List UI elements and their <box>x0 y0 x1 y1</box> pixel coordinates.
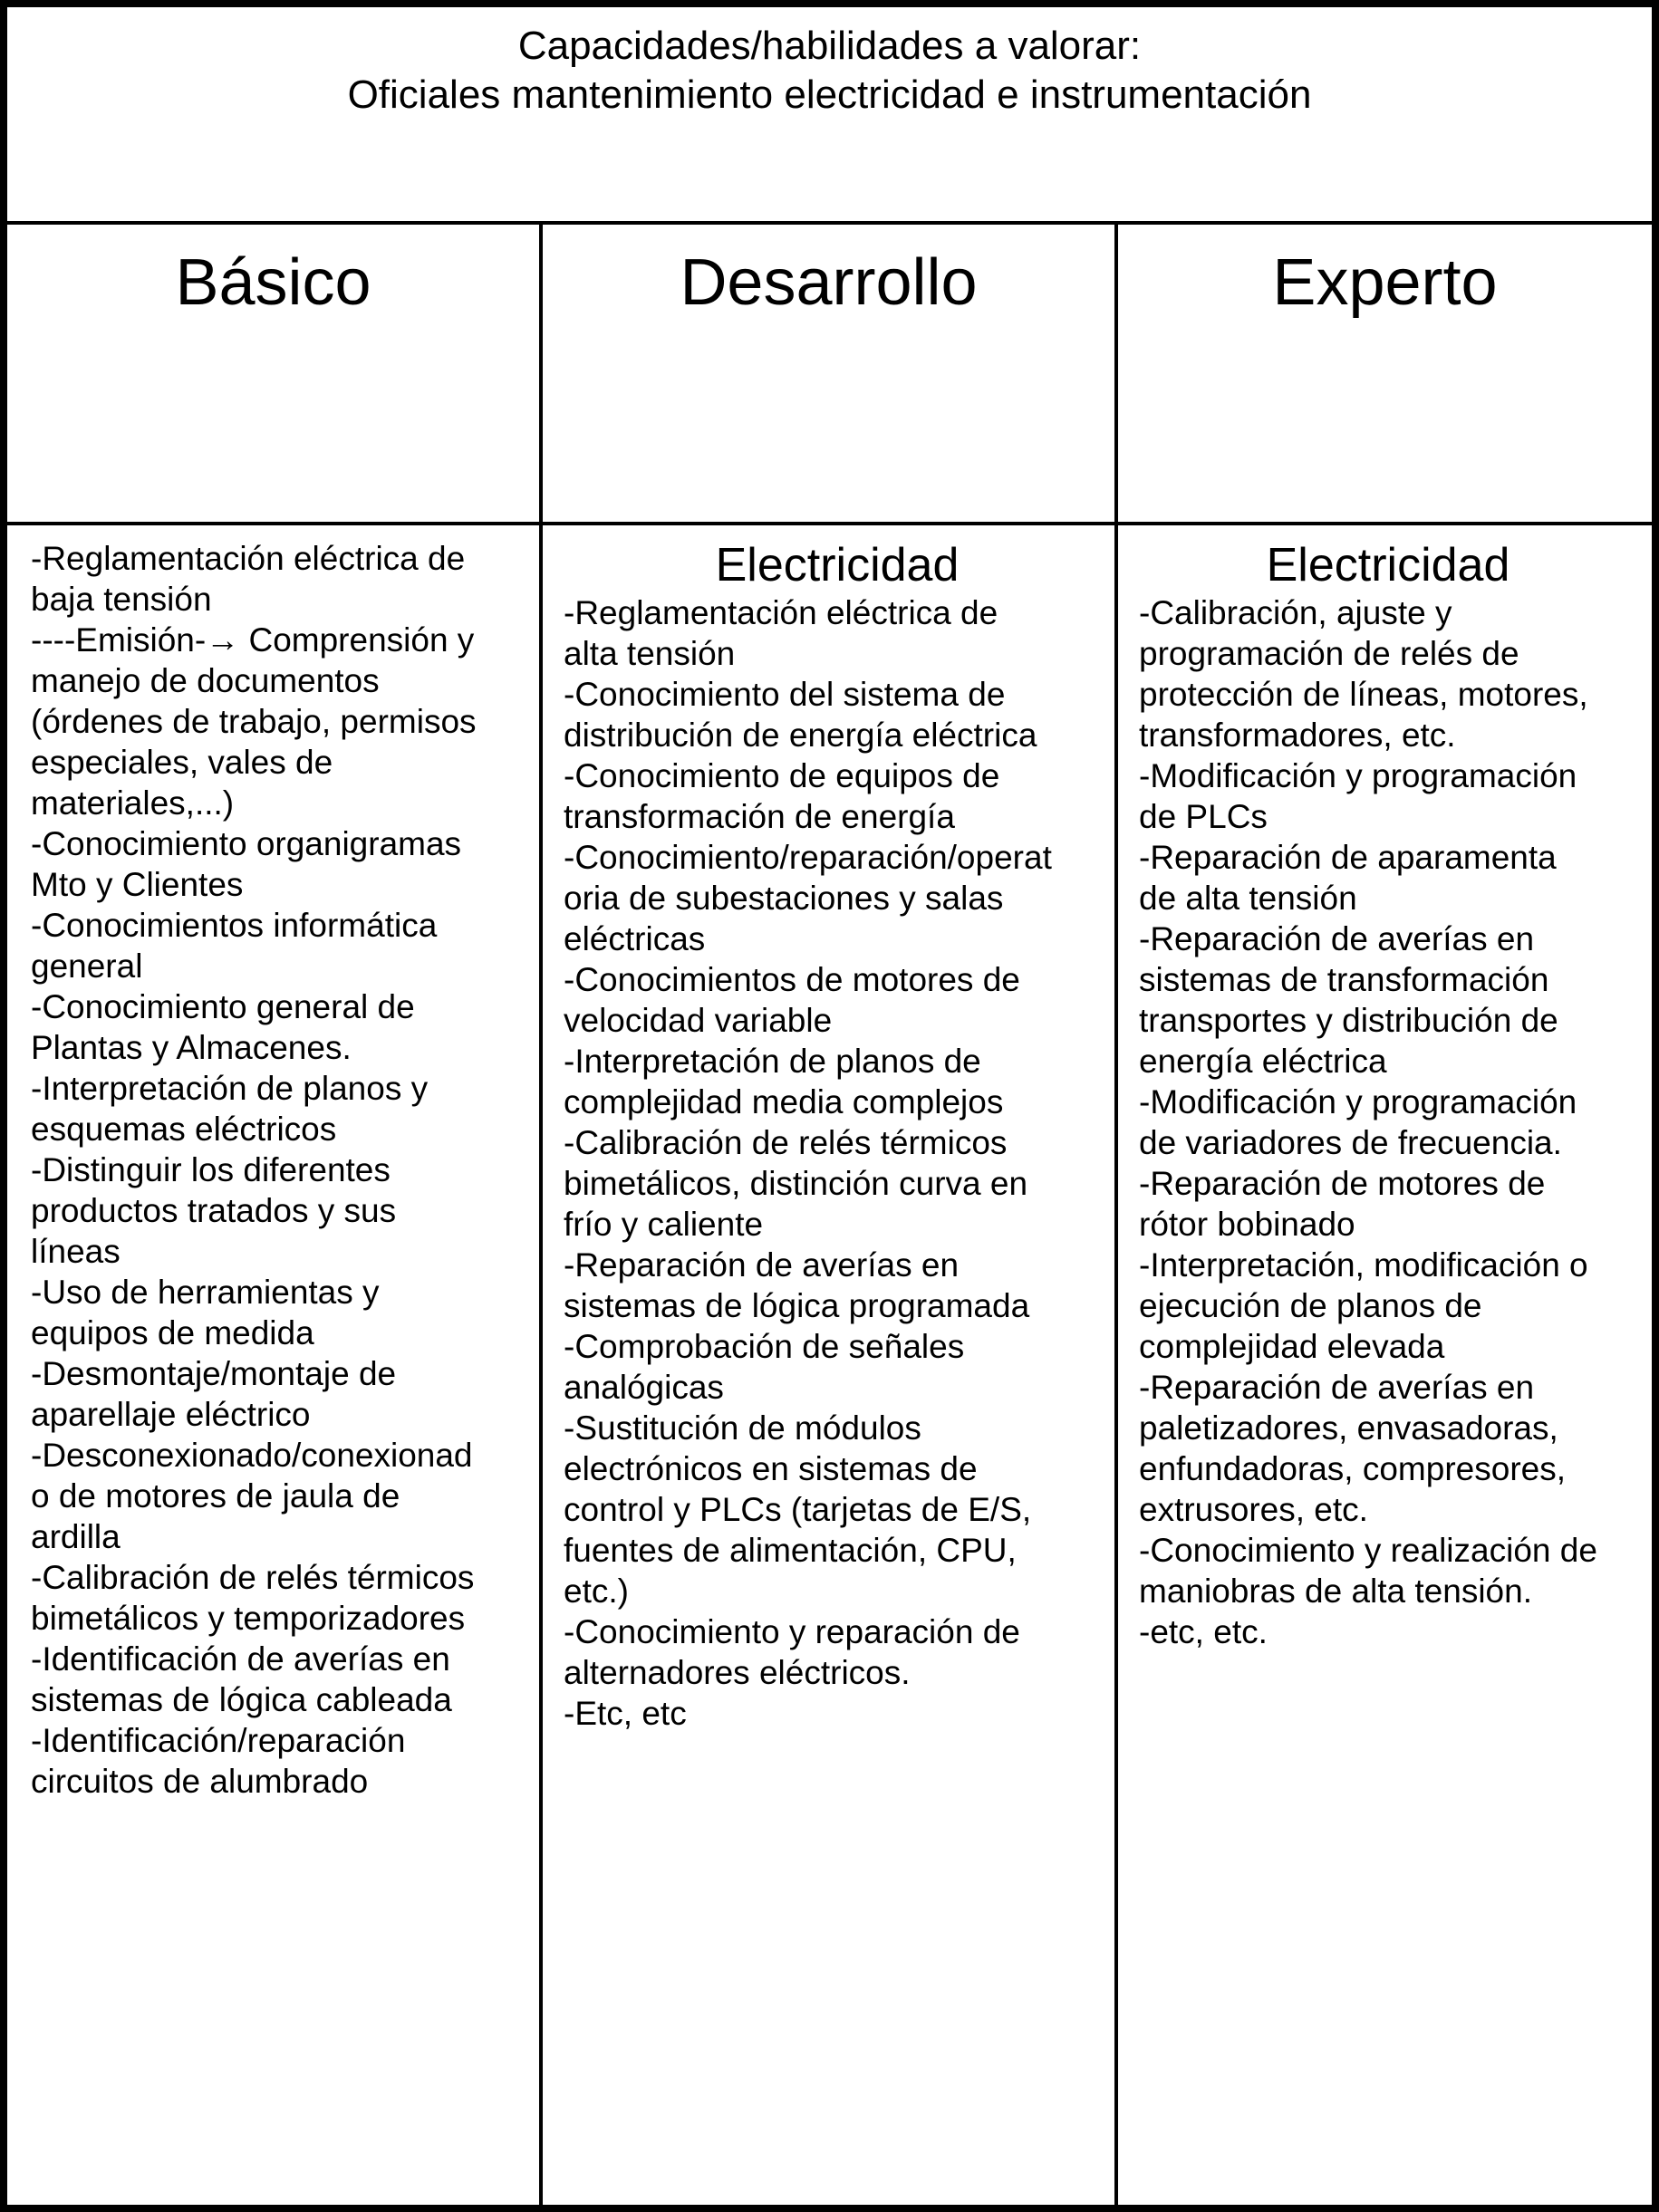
list-item: complejidad elevada <box>1139 1328 1445 1365</box>
list-item: ejecución de planos de <box>1139 1287 1482 1324</box>
list-item: -Desconexionado/conexionad <box>31 1437 473 1474</box>
list-item: alternadores eléctricos. <box>564 1654 911 1691</box>
level-heading-experto: Experto <box>1272 246 1498 319</box>
column-desarrollo <box>564 538 1111 1734</box>
list-item: distribución de energía eléctrica <box>564 716 1037 754</box>
list-item: (órdenes de trabajo, permisos <box>31 703 477 740</box>
list-item: oria de subestaciones y salas <box>564 880 1004 917</box>
list-item: -Calibración de relés térmicos <box>564 1124 1008 1161</box>
column-desarrollo-list <box>564 592 1111 1734</box>
list-item: enfundadoras, compresores, <box>1139 1450 1566 1487</box>
list-item: -Interpretación de planos de <box>564 1043 981 1080</box>
list-item: transformación de energía <box>564 798 955 835</box>
list-item: -Distinguir los diferentes <box>31 1151 391 1188</box>
list-item: aparellaje eléctrico <box>31 1396 311 1433</box>
list-item: -Conocimiento general de <box>31 988 415 1025</box>
list-item: control y PLCs (tarjetas de E/S, <box>564 1491 1032 1528</box>
list-item: de variadores de frecuencia. <box>1139 1124 1562 1161</box>
list-item: -Conocimientos informática <box>31 907 438 944</box>
list-item: -Reparación de aparamenta <box>1139 839 1557 876</box>
list-item: general <box>31 947 143 985</box>
list-item: equipos de medida <box>31 1314 314 1351</box>
list-item: materiales,...) <box>31 784 235 822</box>
list-item: de alta tensión <box>1139 880 1357 917</box>
list-item: manejo de documentos <box>31 662 380 699</box>
list-item: -Reparación de averías en <box>564 1246 960 1284</box>
list-item: Plantas y Almacenes. <box>31 1029 352 1066</box>
list-item: -Modificación y programación <box>1139 1083 1577 1120</box>
column-basico-list <box>31 538 534 1802</box>
list-item: -Identificación/reparación <box>31 1722 406 1759</box>
list-item: -Uso de herramientas y <box>31 1274 380 1311</box>
list-item: -Conocimiento y reparación de <box>564 1613 1020 1650</box>
list-item: o de motores de jaula de <box>31 1477 400 1515</box>
list-item: -Reparación de averías en <box>1139 920 1535 957</box>
list-item: -etc, etc. <box>1139 1613 1268 1650</box>
list-item: etc.) <box>564 1572 629 1610</box>
list-item: transformadores, etc. <box>1139 716 1456 754</box>
level-heading-desarrollo: Desarrollo <box>680 246 978 319</box>
list-item: Mto y Clientes <box>31 866 244 903</box>
column-experto-list <box>1139 592 1648 1652</box>
column-basico <box>31 538 534 1802</box>
list-item: complejidad media complejos <box>564 1083 1004 1120</box>
list-item: -Comprobación de señales <box>564 1328 965 1365</box>
list-item: -Conocimientos de motores de <box>564 961 1020 998</box>
list-item: electrónicos en sistemas de <box>564 1450 978 1487</box>
list-item: -Calibración, ajuste y <box>1139 594 1452 631</box>
list-item: -Identificación de averías en <box>31 1640 450 1678</box>
list-item: sistemas de lógica cableada <box>31 1681 452 1718</box>
header-row-divider <box>7 522 1652 525</box>
list-item: sistemas de transformación <box>1139 961 1549 998</box>
list-item: maniobras de alta tensión. <box>1139 1572 1532 1610</box>
list-item: -Conocimiento del sistema de <box>564 676 1006 713</box>
list-item: especiales, vales de <box>31 744 333 781</box>
list-item: productos tratados y sus <box>31 1192 397 1229</box>
list-item: paletizadores, envasadoras, <box>1139 1409 1558 1447</box>
list-item: analógicas <box>564 1369 724 1406</box>
list-item: fuentes de alimentación, CPU, <box>564 1532 1017 1569</box>
list-item: -Modificación y programación <box>1139 757 1577 794</box>
list-item: circuitos de alumbrado <box>31 1763 369 1800</box>
list-item: ardilla <box>31 1518 121 1555</box>
document-title-line-2: Oficiales mantenimiento electricidad e instrumentación <box>347 72 1312 117</box>
column-experto <box>1139 538 1648 1652</box>
list-item: baja tensión <box>31 581 212 618</box>
list-item: -Conocimiento/reparación/operat <box>564 839 1052 876</box>
list-item: -Conocimiento organigramas <box>31 825 462 862</box>
list-item: líneas <box>31 1233 121 1270</box>
list-item: eléctricas <box>564 920 706 957</box>
list-item: -Desmontaje/montaje de <box>31 1355 397 1392</box>
list-item: -Interpretación, modificación o <box>1139 1246 1588 1284</box>
list-item: ----Emisión-→ Comprensión y <box>31 621 475 659</box>
list-item: extrusores, etc. <box>1139 1491 1368 1528</box>
list-item: bimetálicos, distinción curva en <box>564 1165 1028 1202</box>
list-item: -Reglamentación eléctrica de <box>31 540 466 577</box>
list-item: protección de líneas, motores, <box>1139 676 1588 713</box>
list-item: -Interpretación de planos y <box>31 1070 429 1107</box>
list-item: sistemas de lógica programada <box>564 1287 1030 1324</box>
column-desarrollo-subheading: Electricidad <box>715 539 960 591</box>
list-item: energía eléctrica <box>1139 1043 1387 1080</box>
list-item: esquemas eléctricos <box>31 1111 337 1148</box>
list-item: velocidad variable <box>564 1002 833 1039</box>
list-item: transportes y distribución de <box>1139 1002 1558 1039</box>
list-item: -Reglamentación eléctrica de <box>564 594 998 631</box>
list-item: alta tensión <box>564 635 736 672</box>
list-item: -Reparación de averías en <box>1139 1369 1535 1406</box>
list-item: de PLCs <box>1139 798 1268 835</box>
list-item: -Sustitución de módulos <box>564 1409 921 1447</box>
list-item: rótor bobinado <box>1139 1206 1355 1243</box>
level-heading-basico: Básico <box>175 246 371 319</box>
list-item: -Etc, etc <box>564 1695 687 1732</box>
list-item: -Conocimiento de equipos de <box>564 757 1000 794</box>
column-experto-subheading: Electricidad <box>1266 539 1510 591</box>
list-item: bimetálicos y temporizadores <box>31 1600 466 1637</box>
list-item: frío y caliente <box>564 1206 764 1243</box>
list-item: programación de relés de <box>1139 635 1519 672</box>
list-item: -Calibración de relés térmicos <box>31 1559 475 1596</box>
title-block <box>7 7 1652 225</box>
list-item: -Reparación de motores de <box>1139 1165 1546 1202</box>
document-title-line-1: Capacidades/habilidades a valorar: <box>517 24 1142 68</box>
list-item: -Conocimiento y realización de <box>1139 1532 1597 1569</box>
